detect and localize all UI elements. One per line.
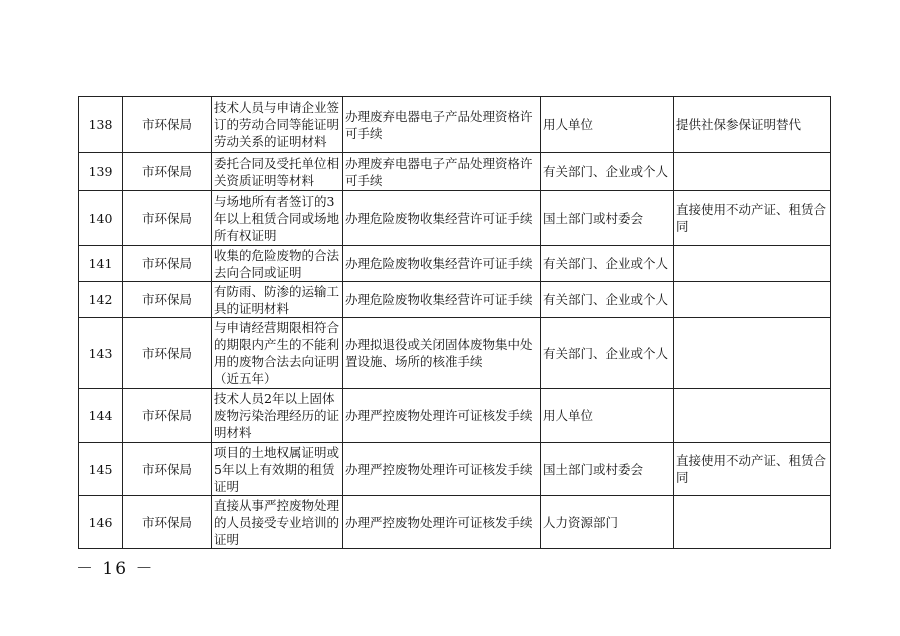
table-row: [79, 97, 831, 153]
issuing-unit: 有关部门、企业或个人: [541, 153, 674, 191]
certificate-material: 技术人员2年以上固体废物污染治理经历的证明材料: [212, 389, 343, 443]
issuing-unit: 用人单位: [541, 97, 674, 153]
page-number: － 16 －: [76, 559, 155, 579]
issuing-unit: 用人单位: [541, 389, 674, 443]
remark: [674, 246, 831, 282]
row-number: 139: [79, 153, 123, 191]
row-number: 146: [79, 496, 123, 549]
certificate-material: 技术人员与申请企业签订的劳动合同等能证明劳动关系的证明材料: [212, 97, 343, 153]
table-row: [79, 191, 831, 246]
remark: [674, 389, 831, 443]
issuing-unit: 国土部门或村委会: [541, 443, 674, 496]
row-number: 143: [79, 318, 123, 389]
certificate-material: 收集的危险废物的合法去向合同或证明: [212, 246, 343, 282]
department: 市环保局: [123, 496, 212, 549]
certificate-material: 直接从事严控废物处理的人员接受专业培训的证明: [212, 496, 343, 549]
issuing-unit: 人力资源部门: [541, 496, 674, 549]
department: 市环保局: [123, 282, 212, 318]
row-number: 140: [79, 191, 123, 246]
service-item: 办理废弃电器电子产品处理资格许可手续: [343, 153, 541, 191]
department: 市环保局: [123, 191, 212, 246]
department: 市环保局: [123, 246, 212, 282]
remark: 提供社保参保证明替代: [674, 97, 831, 153]
issuing-unit: 国土部门或村委会: [541, 191, 674, 246]
document-table: [78, 96, 831, 549]
service-item: 办理危险废物收集经营许可证手续: [343, 191, 541, 246]
issuing-unit: 有关部门、企业或个人: [541, 246, 674, 282]
service-item: 办理废弃电器电子产品处理资格许可手续: [343, 97, 541, 153]
certificate-material: 项目的土地权属证明或5年以上有效期的租赁证明: [212, 443, 343, 496]
row-number: 144: [79, 389, 123, 443]
table-row: [79, 496, 831, 549]
row-number: 138: [79, 97, 123, 153]
table-row: [79, 443, 831, 496]
table-row: [79, 282, 831, 318]
service-item: 办理严控废物处理许可证核发手续: [343, 496, 541, 549]
department: 市环保局: [123, 389, 212, 443]
remark: [674, 282, 831, 318]
table-row: [79, 246, 831, 282]
table-row: [79, 389, 831, 443]
table-row: [79, 153, 831, 191]
remark: 直接使用不动产证、租赁合同: [674, 443, 831, 496]
issuing-unit: 有关部门、企业或个人: [541, 318, 674, 389]
service-item: 办理危险废物收集经营许可证手续: [343, 282, 541, 318]
row-number: 142: [79, 282, 123, 318]
certificate-material: 与申请经营期限相符合的期限内产生的不能利用的废物合法去向证明（近五年）: [212, 318, 343, 389]
department: 市环保局: [123, 318, 212, 389]
department: 市环保局: [123, 97, 212, 153]
remark: [674, 318, 831, 389]
department: 市环保局: [123, 153, 212, 191]
certificate-material: 与场地所有者签订的3年以上租赁合同或场地所有权证明: [212, 191, 343, 246]
row-number: 141: [79, 246, 123, 282]
table-row: [79, 318, 831, 389]
issuing-unit: 有关部门、企业或个人: [541, 282, 674, 318]
service-item: 办理严控废物处理许可证核发手续: [343, 443, 541, 496]
remark: [674, 496, 831, 549]
remark: 直接使用不动产证、租赁合同: [674, 191, 831, 246]
department: 市环保局: [123, 443, 212, 496]
service-item: 办理危险废物收集经营许可证手续: [343, 246, 541, 282]
row-number: 145: [79, 443, 123, 496]
service-item: 办理严控废物处理许可证核发手续: [343, 389, 541, 443]
remark: [674, 153, 831, 191]
certificate-material: 有防雨、防渗的运输工具的证明材料: [212, 282, 343, 318]
service-item: 办理拟退役或关闭固体废物集中处置设施、场所的核准手续: [343, 318, 541, 389]
certificate-material: 委托合同及受托单位相关资质证明等材料: [212, 153, 343, 191]
